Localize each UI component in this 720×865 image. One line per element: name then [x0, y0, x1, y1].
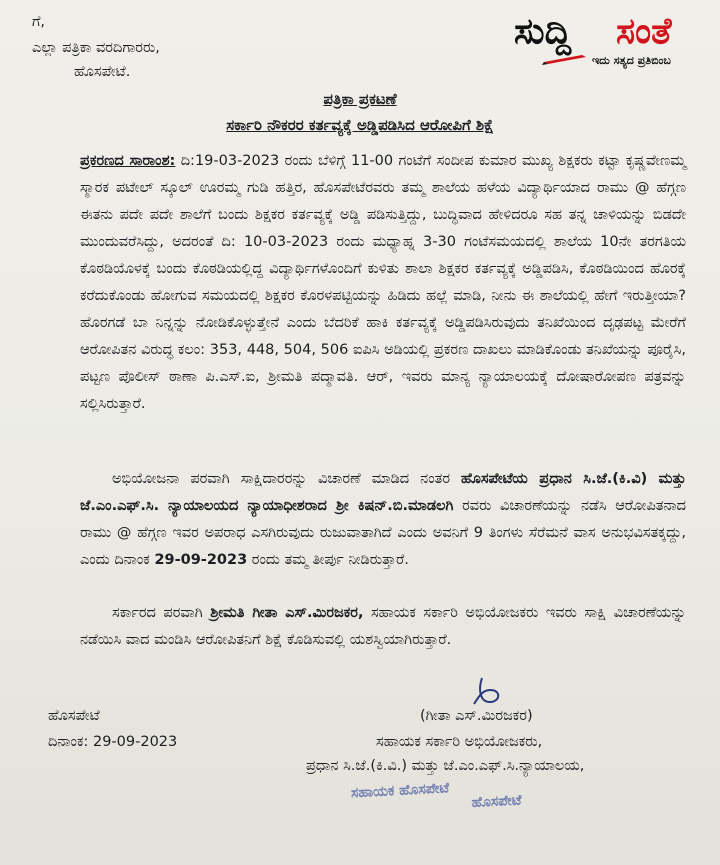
stamp-line-2: ಹೊಸಪೇಟೆ	[471, 792, 523, 812]
case-summary-text: ದಿ:19-03-2023 ರಂದು ಬೆಳಿಗ್ಗೆ 11-00 ಗಂಟೆಗೆ ಸಂದೀಪ ಕುಮಾರ ಮುಖ್ಯ ಶಿಕ್ಷಕರು ಕಟ್ಟಾ ಕೃಷ್ಣವೇಣಮ್ಮ ಸ್ಮಾರಕ ಪಟೇಲ್ ಸ್ಕೂಲ್ ಊರಮ್ಮ ಗುಡಿ ಹತ್ತಿರ, ಹೊಸಪೇಟೆರವರು ತಮ್ಮ ಶಾಲೆಯ ಹಳೆಯ ವಿದ್ಯಾರ್ಥಿಯಾದ ರಾಮು @ ಹೆಗ್ಗಣ ಈತನು ಪದೇ ಪದೇ ಶಾಲೆಗೆ ಬಂದು ಶಿಕ್ಷಕರ ಕರ್ತವ್ಯಕ್ಕೆ ಅಡ್ಡಿ ಪಡಿಸುತ್ತಿದ್ದು, ಬುದ್ಧಿವಾದ ಹೇಳಿದರೂ ಸಹ ತನ್ನ ಚಾಳಿಯನ್ನು ಬಿಡದೇ ಮುಂದುವರೆಸಿದ್ದು, ಅದರಂತೆ ದಿ: 10-03-2023 ರಂದು ಮಧ್ಯಾಹ್ನ 3-30 ಗಂಟೆಸಮಯದಲ್ಲಿ ಶಾಲೆಯ 10ನೇ ತರಗತಿಯ ಕೊಠಡಿಯೊಳಕ್ಕೆ ಬಂದು ಕೊಠಡಿಯಲ್ಲಿದ್ದ ವಿದ್ಯಾರ್ಥಿಗಳೊಂದಿಗೆ ಕುಳಿತು ಶಾಲಾ ಶಿಕ್ಷಕರ ಕರ್ತವ್ಯಕ್ಕೆ ಅಡ್ಡಿಪಡಿಸಿ, ಕೊಠಡಿಯಿಂದ ಹೊರಕ್ಕೆ ಕರೆದುಕೊಂಡು ಹೋಗುವ ಸಮಯದಲ್ಲಿ ಶಿಕ್ಷಕರ ಕೊರಳಪಟ್ಟಿಯನ್ನು ಹಿಡಿದು ಹಲ್ಲೆ ಮಾಡಿ, ನೀನು ಈ ಶಾಲೆಯಲ್ಲಿ ಹೇಗೆ ಇರುತ್ತೀಯಾ? ಹೊರಗಡೆ ಬಾ ನಿನ್ನನ್ನು ನೋಡಿಕೊಳ್ಳುತ್ತೇನೆ ಎಂದು ಬೆದರಿಕೆ ಹಾಕಿ ಕರ್ತವ್ಯಕ್ಕೆ ಅಡ್ಡಿಪಡಿಸಿರುವುದು ತನಿಖೆಯಿಂದ ದೃಢಪಟ್ಟ ಮೇರೆಗೆ ಆರೋಪಿತನ ವಿರುದ್ಧ ಕಲಂ: 353, 448, 504, 506 ಐಪಿಸಿ ಅಡಿಯಲ್ಲಿ ಪ್ರಕರಣ ದಾಖಲು ಮಾಡಿಕೊಂಡು ತನಿಖೆಯನ್ನು ಪೂರೈಸಿ, ಪಟ್ಟಣ ಪೊಲೀಸ್ ಠಾಣಾ ಪಿ.ಎಸ್.ಐ, ಶ್ರೀಮತಿ ಪದ್ಮಾವತಿ. ಆರ್, ಇವರು ಮಾನ್ಯ ನ್ಯಾಯಾಲಯಕ್ಕೆ ದೋಷಾರೋಪಣ ಪತ್ರವನ್ನು ಸಲ್ಲಿಸಿರುತ್ತಾರೆ.	[80, 153, 686, 412]
court-name: ಹೊಸಪೇಟೆಯ ಪ್ರಧಾನ ಸಿ.ಜೆ.(ಕಿ.ವಿ) ಮತ್ತು ಜೆ.ಎಂ.ಎಫ್.ಸಿ. ನ್ಯಾಯಾಲಯದ ನ್ಯಾಯಾಧೀಶರಾದ ಶ್ರೀ ಕಿಷನ್.ಬಿ.ಮಾಡಲಗಿ	[80, 471, 687, 514]
prosecutor-post: ಸಹಾಯಕ ಸರ್ಕಾರಿ ಅಭಿಯೋಜಕರು ಇವರು ಸಾಕ್ಷಿ ವಿಚಾರಣೆಯನ್ನು ನಡೆಯಿಸಿ ವಾದ ಮಂಡಿಸಿ ಆರೋಪಿತನಿಗೆ ಶಿಕ್ಷೆ ಕೊಡಿಸುವಲ್ಲಿ ಯಶಸ್ವಿಯಾಗಿರುತ್ತಾರೆ.	[80, 605, 687, 648]
pen-icon	[542, 52, 588, 66]
logo-word-1: ಸುದ್ದಿ	[514, 11, 572, 52]
signatory-title: ಸಹಾಯಕ ಸರ್ಕಾರಿ ಅಭಿಯೋಜಕರು,	[376, 734, 543, 750]
logo-word-2: ಸಂತೆ	[616, 11, 672, 52]
logo-tagline: ಇದು ಸತ್ಯದ ಪ್ರತಿಬಿಂಬ	[592, 54, 671, 67]
judgement-post: ರಂದು ತಮ್ಮ ತೀರ್ಪು ನೀಡಿರುತ್ತಾರೆ.	[247, 552, 409, 568]
document-subheading: ಸರ್ಕಾರಿ ನೌಕರರ ಕರ್ತವ್ಯಕ್ಕೆ ಅಡ್ಡಿಪಡಿಸಿದ ಆರೋಪಿಗೆ ಶಿಕ್ಷೆ	[226, 116, 494, 134]
address-reporters: ಎಲ್ಲಾ ಪತ್ರಿಕಾ ವರದಿಗಾರರು,	[32, 40, 160, 56]
judgement-pre: ಅಭಿಯೋಜನಾ ಪರವಾಗಿ ಸಾಕ್ಷಿದಾರರನ್ನು ವಿಚಾರಣೆ ಮಾಡಿದ ನಂತರ	[112, 471, 462, 487]
case-summary-label: ಪ್ರಕರಣದ ಸಾರಾಂಶ:	[80, 153, 176, 169]
signatory-name: (ಗೀತಾ ಎಸ್.ಮಿರಜಕರ)	[420, 708, 533, 724]
document-heading: ಪತ್ರಿಕಾ ಪ್ರಕಟಣೆ	[323, 90, 397, 108]
case-summary-paragraph	[80, 148, 686, 418]
signature-scribble	[460, 676, 510, 712]
suddi-sante-logo	[514, 10, 714, 80]
prosecutor-name: ಶ್ರೀಮತಿ ಗೀತಾ ಎಸ್.ಮಿರಜಕರ,	[210, 605, 364, 621]
signatory-court: ಪ್ರಧಾನ ಸಿ.ಜೆ.(ಕಿ.ವಿ.) ಮತ್ತು ಜೆ.ಎಂ.ಎಫ್.ಸಿ.ನ್ಯಾಯಾಲಯ,	[306, 758, 585, 774]
prosecutor-paragraph	[80, 600, 686, 654]
office-stamp	[351, 771, 634, 846]
judgement-mid: ರವರು ವಿಚಾರಣೆಯನ್ನು ನಡೆಸಿ ಆರೋಪಿತನಾದ ರಾಮು @ ಹೆಗ್ಗಣ ಇವರ ಅಪರಾಧ ಎಸಗಿರುವುದು ರುಜುವಾತಾಗಿದೆ ಎಂದು ಅವನಿಗೆ 9 ತಿಂಗಳು ಸೆರೆಮನೆ ವಾಸ ಅನುಭವಿಸತಕ್ಕದ್ದು, ಎಂದು ದಿನಾಂಕ	[80, 498, 686, 568]
footer-date: ದಿನಾಂಕ: 29-09-2023	[48, 734, 178, 750]
footer-place: ಹೊಸಪೇಟೆ	[48, 708, 100, 724]
prosecutor-pre: ಸರ್ಕಾರದ ಪರವಾಗಿ	[112, 605, 211, 621]
address-city: ಹೊಸಪೇಟೆ.	[74, 64, 131, 80]
judgement-date: 29-09-2023	[154, 552, 248, 568]
stamp-line-1: ಸಹಾಯಕ ಹೊಸಪೇಟೆ	[350, 780, 450, 802]
address-to: ಗೆ,	[32, 14, 46, 30]
judgement-paragraph	[80, 466, 686, 574]
